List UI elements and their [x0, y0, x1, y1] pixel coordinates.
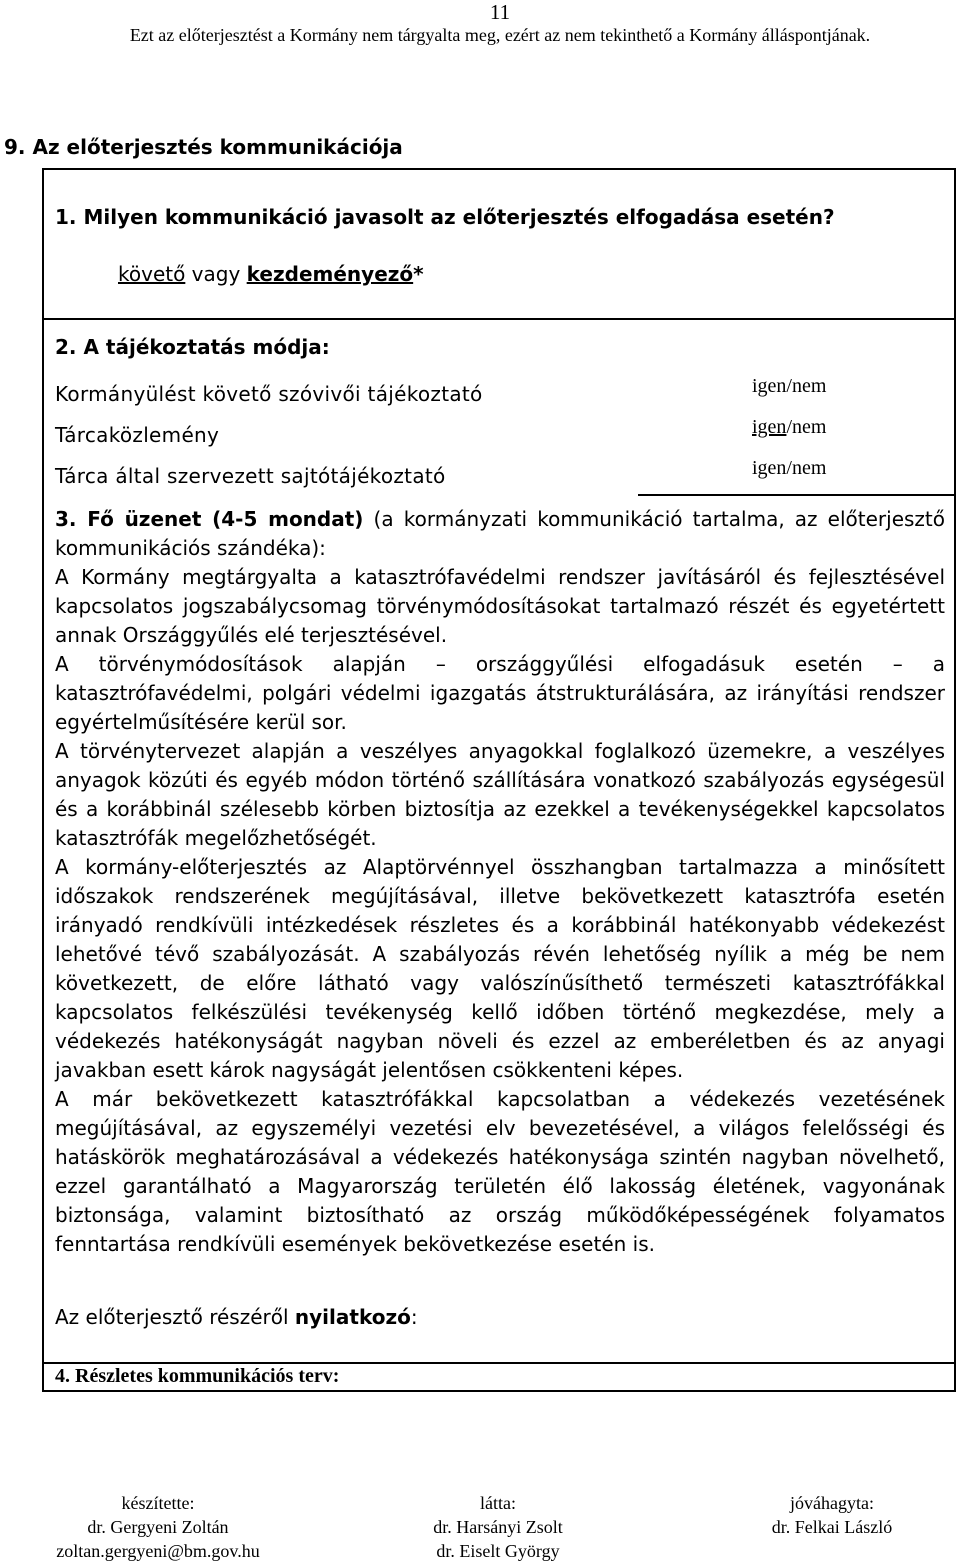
declaration-line: [55, 1305, 418, 1329]
option-separator: vagy: [185, 262, 247, 286]
signature-role: látta:: [480, 1493, 516, 1513]
signature-name: dr. Gergyeni Zoltán: [87, 1517, 229, 1537]
form-box-top-border: [42, 168, 956, 170]
divider-q1-q2: [42, 318, 956, 320]
declaration-bold: nyilatkozó: [294, 1305, 411, 1329]
q3-paragraph-2: A törvénymódosítások alapján – országgyűlési elfogadásuk esetén – a katasztrófavédelmi, polgári védelmi igazgatás átstrukturálására, az irányítási rendszer egyértelműsítésére kerül sor.: [55, 652, 945, 734]
q1-title: 1. Milyen kommunikáció javasolt az előterjesztés elfogadása esetén?: [55, 205, 835, 229]
declaration-suffix: :: [410, 1305, 418, 1329]
signature-name: dr. Felkai László: [771, 1517, 893, 1537]
q3-num: 3.: [55, 507, 88, 531]
form-box-left-border: [42, 168, 44, 1392]
signature-role: készítette:: [121, 1493, 195, 1513]
form-box-right-border-lower: [954, 494, 956, 1392]
q2-row-value-2-selected: igen: [752, 416, 787, 438]
q2-row-value-2[interactable]: [752, 416, 826, 439]
q2-row-label-3: Tárca által szervezett sajtótájékoztató: [55, 464, 446, 488]
signature-name: dr. Harsányi Zsolt: [433, 1517, 563, 1537]
q2-row-value-2-rest: /nem: [786, 416, 827, 438]
q3-title-bold: Fő üzenet (4-5 mondat): [87, 507, 364, 531]
form-box-right-border-middle: [954, 318, 956, 496]
q3-title: [55, 505, 945, 563]
signature-role: jóváhagyta:: [790, 1493, 874, 1513]
q2-row-value-1[interactable]: igen/nem: [752, 375, 827, 397]
divider-q3-q4: [42, 1362, 956, 1364]
signature-block-prepared: [38, 1493, 278, 1562]
page-number: 11: [489, 0, 511, 24]
header-disclaimer: Ezt az előterjesztést a Kormány nem tárgyalta meg, ezért az nem tekinthető a Kormány álláspontjának.: [129, 25, 871, 45]
option-koveto[interactable]: követő: [118, 262, 186, 286]
form-box-right-border-upper: [954, 168, 956, 318]
q3-block: [55, 505, 945, 1259]
q2-row-label-1: Kormányülést követő szóvivői tájékoztató: [55, 382, 483, 406]
divider-q2-q3: [638, 494, 956, 496]
q3-paragraph-4: A kormány-előterjesztés az Alaptörvénnyel összhangban tartalmazza a minősített időszakok rendszerének megújításával, illetve bekövetkezett katasztrófa esetén irányadó rendkívüli intézkedések részletes és a korábbinál hatékonyabb védekezést lehetővé tévő szabályozását. A szabályozás révén lehetőség nyílik a még be nem következett, de előre látható vagy valószínűsíthető természeti katasztrófákkal kapcsolatos felkészülési tevékenység kellő időben történő megkezdése, mely a védekezés hatékonyságát nagyban növeli és ezzel az emberéletben és az anyagi javakban esett károk nagyságát jelentősen csökkenteni képes.: [55, 855, 945, 1082]
signature-email: zoltan.gergyeni@bm.gov.hu: [56, 1541, 260, 1561]
q4-title: 4. Részletes kommunikációs terv:: [55, 1365, 340, 1387]
form-box-bottom-border: [42, 1390, 956, 1392]
section-title: 9. Az előterjesztés kommunikációja: [4, 135, 403, 159]
q2-row-label-2: Tárcaközlemény: [55, 423, 220, 447]
signature-block-seen: [378, 1493, 618, 1562]
q3-paragraph-1: A Kormány megtárgyalta a katasztrófavédelmi rendszer javításáról és fejlesztésével kapcsolatos jogszabálycsomag törvénymódosításokat tartalmazó részét és egyetértett annak Országgyűlés elé terjesztésével.: [55, 565, 945, 647]
q1-options: [118, 262, 424, 286]
q3-title-rest: (a kormányzati kommunikáció tartalma, az előterjesztő kommunikációs szándéka):: [55, 507, 945, 560]
option-star: *: [413, 262, 424, 286]
q2-title: 2. A tájékoztatás módja:: [55, 335, 330, 359]
q2-row-value-3[interactable]: igen/nem: [752, 457, 827, 479]
declaration-prefix: Az előterjesztő részéről: [55, 1305, 295, 1329]
option-kezdemenyezo[interactable]: kezdeményező: [246, 262, 414, 286]
signature-block-approved: [712, 1493, 952, 1538]
q3-paragraph-5: A már bekövetkezett katasztrófákkal kapcsolatban a védekezés vezetésének megújításával, az egyszemélyi vezetési elv bevezetésével, a világos felelősségi és hatáskörök meghatározásával a védekezés hatékonysága szintén nagyban növelhető, ezzel garantálható a Magyarország területén élő lakosság életének, vagyonának biztonsága, valamint biztosítható az ország működőképességének folyamatos fenntartása rendkívüli események bekövetkezése esetén is.: [55, 1087, 945, 1256]
q3-paragraph-3: A törvénytervezet alapján a veszélyes anyagokkal foglalkozó üzemekre, a veszélyes anyagok közúti és egyéb módon történő szállítására vonatkozó szabályozás egységesül és a korábbinál szélesebb körben biztosítja az ezekkel a tevékenységekkel kapcsolatos katasztrófák megelőzhetőségét.: [55, 739, 945, 850]
signature-name-2: dr. Eiselt György: [436, 1541, 560, 1561]
